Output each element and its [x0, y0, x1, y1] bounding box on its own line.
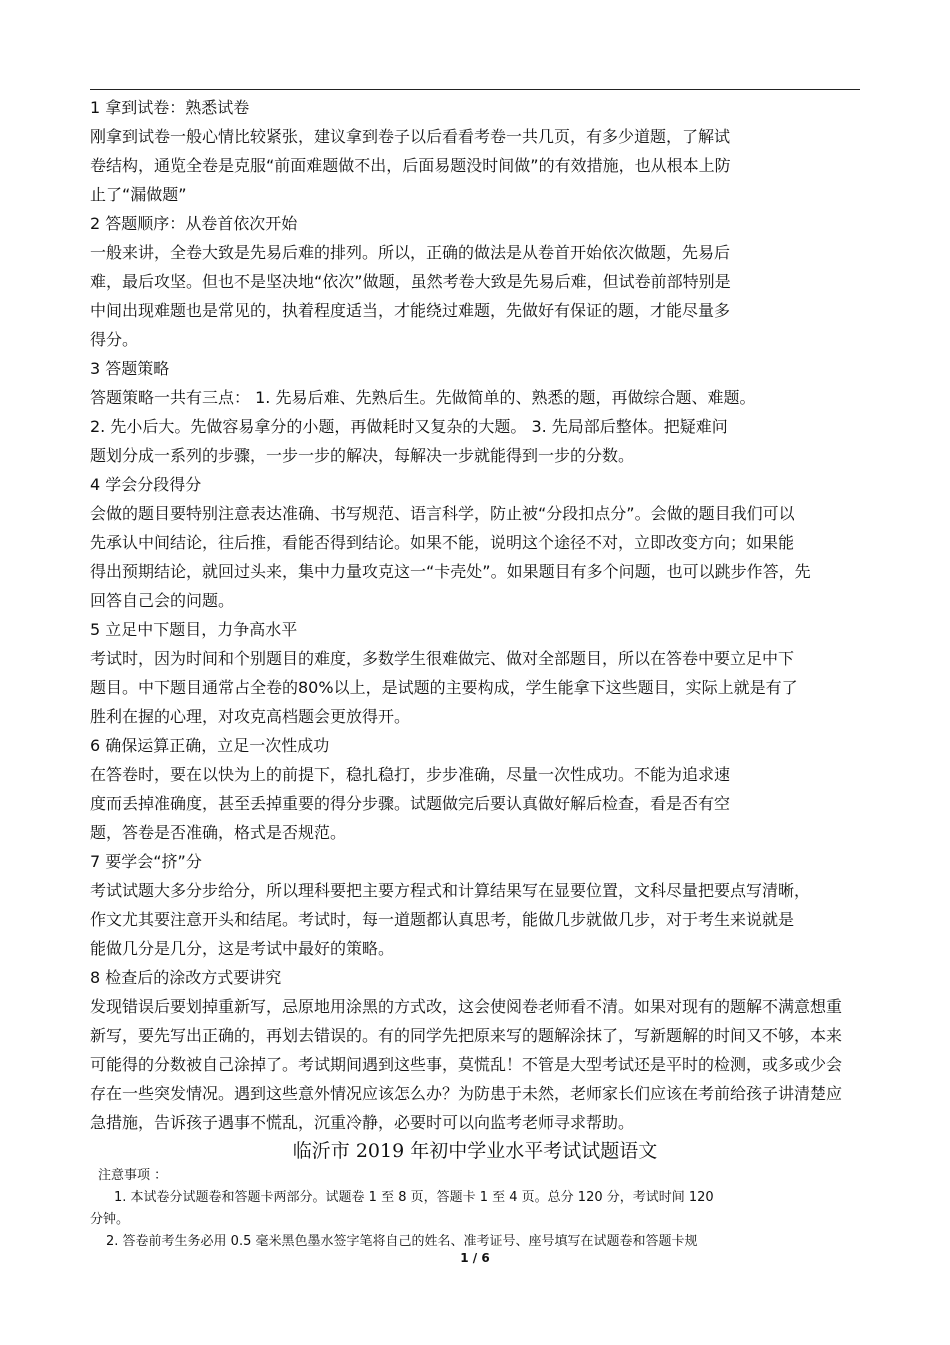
exam-title: 临沂市 2019 年初中学业水平考试试题语文 [292, 1140, 658, 1162]
paragraph-line: 答题策略一共有三点： 1. 先易后难、先熟后生。先做简单的、熟悉的题，再做综合题、难题。 [90, 388, 756, 407]
section-heading-5: 5 立足中下题目，力争高水平 [90, 620, 298, 639]
paragraph-line: 先承认中间结论，往后推，看能否得到结论。如果不能，说明这个途径不对，立即改变方向；如果能 [90, 533, 795, 552]
section-heading-3: 3 答题策略 [90, 359, 170, 378]
paragraph-line: 回答自己会的问题。 [90, 591, 235, 610]
paragraph-line: 得出预期结论，就回过头来，集中力量攻克这一“卡壳处”。如果题目有多个问题，也可以跳步作答，先 [90, 562, 811, 581]
notice-item-2: 2. 答卷前考生务必用 0.5 毫米黑色墨水签字笔将自己的姓名、准考证号、座号填写在试题卷和答题卡规 [106, 1234, 698, 1249]
paragraph-line: 可能得的分数被自己涂掉了。考试期间遇到这些事，莫慌乱！不管是大型考试还是平时的检测，或多或少会 [90, 1055, 843, 1074]
section-heading-1: 1 拿到试卷：熟悉试卷 [90, 98, 250, 117]
section-heading-2: 2 答题顺序：从卷首依次开始 [90, 214, 298, 233]
paragraph-line: 卷结构，通览全卷是克服“前面难题做不出，后面易题没时间做”的有效措施，也从根本上防 [90, 156, 731, 175]
notice-item-1: 1. 本试卷分试题卷和答题卡两部分。试题卷 1 至 8 页，答题卡 1 至 4 页。总分 120 分，考试时间 120 [114, 1190, 714, 1205]
document-body [90, 93, 880, 1253]
section-heading-7: 7 要学会“挤”分 [90, 852, 202, 871]
page-number: 1 / 6 [460, 1251, 490, 1265]
section-heading-4: 4 学会分段得分 [90, 475, 202, 494]
paragraph-line: 度而丢掉准确度，甚至丢掉重要的得分步骤。试题做完后要认真做好解后检查，看是否有空 [90, 794, 731, 813]
paragraph-line: 得分。 [90, 330, 139, 349]
paragraph-line: 止了“漏做题” [90, 185, 187, 204]
paragraph-line: 急措施，告诉孩子遇事不慌乱，沉重冷静，必要时可以向监考老师寻求帮助。 [90, 1113, 635, 1132]
paragraph-line: 存在一些突发情况。遇到这些意外情况应该怎么办？为防患于未然，老师家长们应该在考前给孩子讲清楚应 [90, 1084, 843, 1103]
paragraph-line: 刚拿到试卷一般心情比较紧张，建议拿到卷子以后看看考卷一共几页，有多少道题，了解试 [90, 127, 731, 146]
paragraph-line: 会做的题目要特别注意表达准确、书写规范、语言科学，防止被“分段扣点分”。会做的题目我们可以 [90, 504, 795, 523]
section-heading-6: 6 确保运算正确，立足一次性成功 [90, 736, 330, 755]
paragraph-line: 2. 先小后大。先做容易拿分的小题，再做耗时又复杂的大题。 3. 先局部后整体。把疑难问 [90, 417, 728, 436]
paragraph-line: 题划分成一系列的步骤，一步一步的解决，每解决一步就能得到一步的分数。 [90, 446, 635, 465]
paragraph-line: 难，最后攻坚。但也不是坚决地“依次”做题，虽然考卷大致是先易后难，但试卷前部特别是 [90, 272, 731, 291]
paragraph-line: 考试试题大多分步给分，所以理科要把主要方程式和计算结果写在显要位置，文科尽量把要点写清晰， [90, 881, 811, 900]
paragraph-line: 作文尤其要注意开头和结尾。考试时，每一道题都认真思考，能做几步就做几步，对于考生来说就是 [90, 910, 795, 929]
paragraph-line: 新写，要先写出正确的，再划去错误的。有的同学先把原来写的题解涂抹了，写新题解的时间又不够，本来 [90, 1026, 843, 1045]
paragraph-line: 一般来讲，全卷大致是先易后难的排列。所以，正确的做法是从卷首开始依次做题，先易后 [90, 243, 731, 262]
paragraph-line: 胜利在握的心理，对攻克高档题会更放得开。 [90, 707, 411, 726]
notice-item-1-continued: 分钟。 [90, 1212, 130, 1227]
paragraph-line: 题目。中下题目通常占全卷的80%以上，是试题的主要构成，学生能拿下这些题目，实际上就是有了 [90, 678, 798, 697]
paragraph-line: 中间出现难题也是常见的，执着程度适当，才能绕过难题，先做好有保证的题，才能尽量多 [90, 301, 731, 320]
paragraph-line: 能做几分是几分，这是考试中最好的策略。 [90, 939, 395, 958]
paragraph-line: 发现错误后要划掉重新写，忌原地用涂黑的方式改，这会使阅卷老师看不清。如果对现有的题解不满意想重 [90, 997, 843, 1016]
section-heading-8: 8 检查后的涂改方式要讲究 [90, 968, 282, 987]
notice-label: 注意事项 ： [98, 1168, 168, 1183]
paragraph-line: 在答卷时，要在以快为上的前提下，稳扎稳打，步步准确，尽量一次性成功。不能为追求速 [90, 765, 731, 784]
paragraph-line: 考试时，因为时间和个别题目的难度，多数学生很难做完、做对全部题目，所以在答卷中要立足中下 [90, 649, 795, 668]
top-divider [90, 89, 860, 90]
paragraph-line: 题，答卷是否准确，格式是否规范。 [90, 823, 347, 842]
